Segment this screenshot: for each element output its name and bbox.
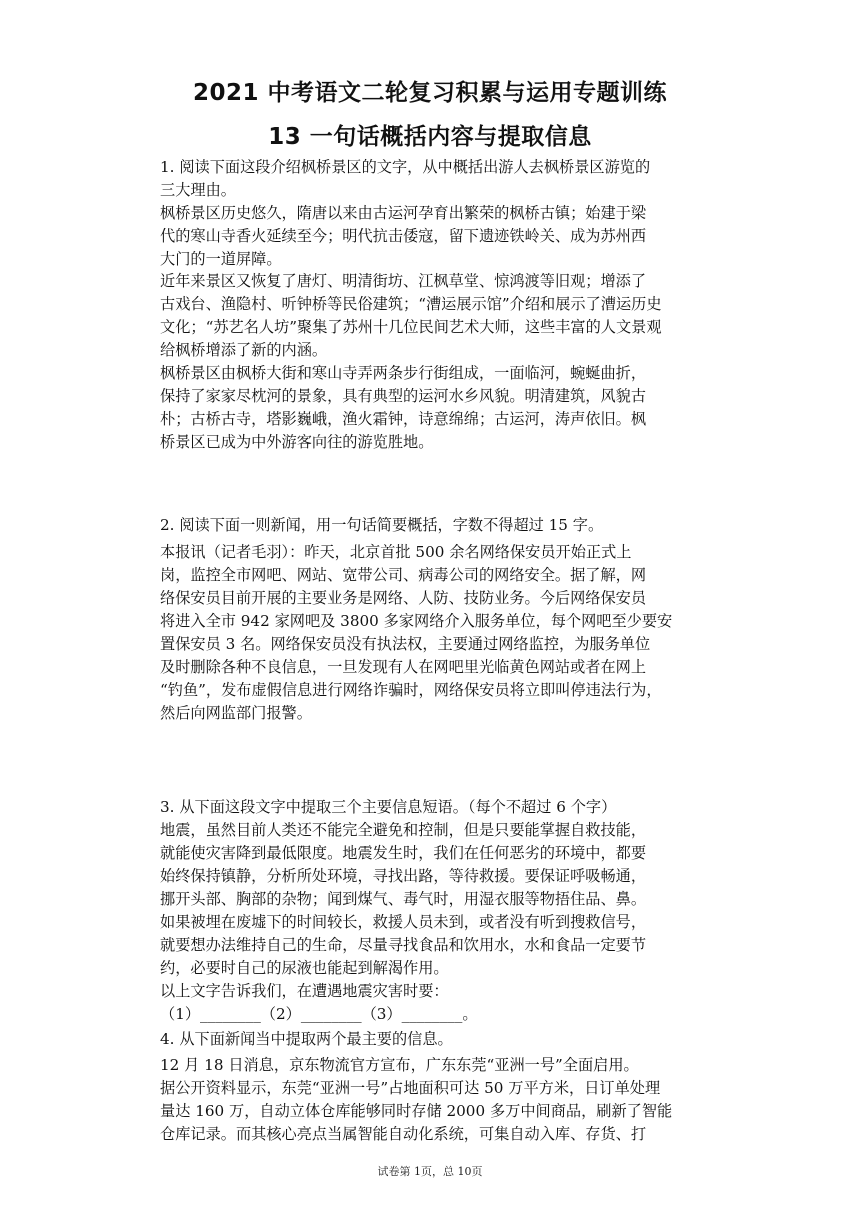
text-line: 古戏台、渔隐村、听钟桥等民俗建筑；“漕运展示馆”介绍和展示了漕运历史 (160, 295, 662, 313)
text-line: 据公开资料显示，东莞“亚洲一号”占地面积可达 50 万平方米，日订单处理 (160, 1079, 661, 1097)
text-line: 保持了家家尽枕河的景象，具有典型的运河水乡风貌。明清建筑，风貌古 (160, 387, 646, 405)
text-line: 4. 从下面新闻当中提取两个最主要的信息。 (160, 1030, 453, 1048)
page-title-line1: 2021 中考语文二轮复习积累与运用专题训练 (192, 80, 668, 106)
text-line: 就能使灾害降到最低限度。地震发生时，我们在任何恶劣的环境中，都要 (160, 844, 646, 862)
text-line: 3. 从下面这段文字中提取三个主要信息短语。（每个不超过 6 个字） (160, 798, 617, 816)
text-line: 及时删除各种不良信息，一旦发现有人在网吧里光临黄色网站或者在网上 (160, 658, 646, 676)
text-line: “钓鱼”，发布虚假信息进行网络诈骗时，网络保安员将立即叫停违法行为， (160, 681, 662, 699)
text-line: 近年来景区又恢复了唐灯、明清街坊、江枫草堂、惊鸿渡等旧观；增添了 (160, 272, 646, 290)
text-line: 岗，监控全市网吧、网站、宽带公司、病毒公司的网络安全。据了解，网 (160, 566, 646, 584)
text-line: 挪开头部、胸部的杂物；闻到煤气、毒气时，用湿衣服等物捂住品、鼻。 (160, 890, 646, 908)
text-line: 文化；“苏艺名人坊”聚集了苏州十几位民间艺术大师，这些丰富的人文景观 (160, 318, 662, 336)
text-line: 1. 阅读下面这段介绍枫桥景区的文字，从中概括出游人去枫桥景区游览的 (160, 158, 651, 176)
text-line: 始终保持镇静，分析所处环境，寻找出路，等待救援。要保证呼吸畅通， (160, 867, 646, 885)
text-line: 枫桥景区历史悠久，隋唐以来由古运河孕育出繁荣的枫桥古镇；始建于梁 (160, 204, 646, 222)
text-line: 络保安员目前开展的主要业务是网络、人防、技防业务。今后网络保安员 (160, 589, 646, 607)
text-line: 枫桥景区由枫桥大街和寒山寺弄两条步行街组成，一面临河，蜿蜒曲折， (160, 364, 646, 382)
text-line: 给枫桥增添了新的内涵。 (160, 341, 328, 359)
text-line: 约，必要时自己的尿液也能起到解渴作用。 (160, 959, 449, 977)
text-line: 三大理由。 (160, 181, 236, 199)
text-line: 置保安员 3 名。网络保安员没有执法权，主要通过网络监控，为服务单位 (160, 635, 651, 653)
text-line: 12 月 18 日消息，京东物流官方宣布，广东东莞“亚洲一号”全面启用。 (160, 1056, 639, 1074)
text-line: 仓库记录。而其核心亮点当属智能自动化系统，可集自动入库、存货、打 (160, 1125, 646, 1143)
text-line: 代的寒山寺香火延续至今；明代抗击倭寇，留下遗迹铁岭关、成为苏州西 (160, 227, 646, 245)
page-footer: 试卷第 1页，总 10页 (377, 1165, 483, 1178)
text-line: 将进入全市 942 家网吧及 3800 多家网络介入服务单位，每个网吧至少要安 (160, 612, 673, 630)
text-line: 然后向网监部门报警。 (160, 704, 312, 722)
text-line: 以上文字告诉我们，在遭遇地震灾害时要： (160, 982, 449, 1000)
text-line: 地震，虽然目前人类还不能完全避免和控制，但是只要能掌握自救技能， (160, 821, 646, 839)
text-line: 大门的一道屏障。 (160, 250, 282, 268)
text-line: 2. 阅读下面一则新闻，用一句话简要概括，字数不得超过 15 字。 (160, 516, 604, 534)
text-line: 桥景区已成为中外游客向往的游览胜地。 (160, 433, 434, 451)
page-title-line2: 13 一句话概括内容与提取信息 (268, 124, 592, 150)
text-line: 本报讯（记者毛羽）：昨天，北京首批 500 余名网络保安员开始正式上 (160, 543, 632, 561)
text-line: 量达 160 万，自动立体仓库能够同时存储 2000 多万中间商品，刷新了智能 (160, 1102, 673, 1120)
answer-blanks: （1）________（2）________（3）________。 (160, 1005, 478, 1023)
text-line: 如果被埋在废墟下的时间较长，救援人员未到，或者没有听到搜救信号， (160, 913, 646, 931)
text-line: 就要想办法维持自己的生命，尽量寻找食品和饮用水，水和食品一定要节 (160, 936, 646, 954)
text-line: 朴；古桥古寺，塔影巍峨，渔火霜钟，诗意绵绵；古运河，涛声依旧。枫 (160, 410, 646, 428)
